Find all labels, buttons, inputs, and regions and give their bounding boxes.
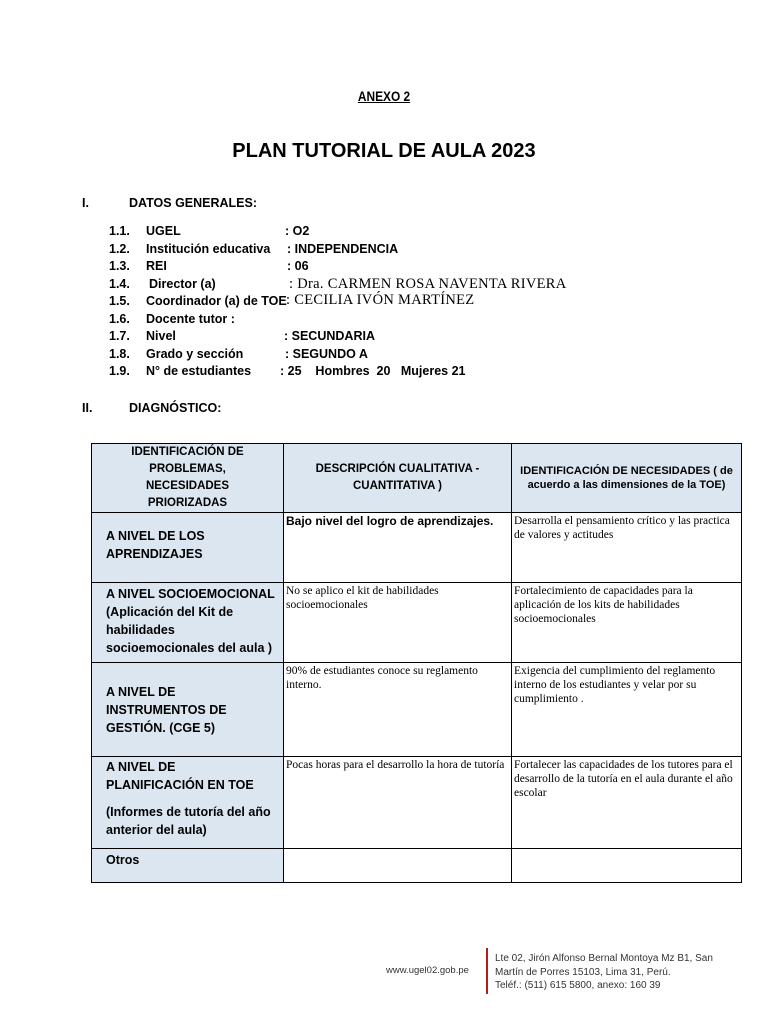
row-area: A NIVEL DE PLANIFICACIÓN EN TOE — [106, 760, 254, 792]
item-number: 1.8. — [109, 346, 130, 361]
row-description: Bajo nivel del logro de aprendizajes. — [284, 513, 512, 583]
item-number: 1.5. — [109, 294, 130, 308]
address-line: Martín de Porres 15103, Lima 31, Perú. — [495, 966, 671, 978]
row-needs: Fortalecer las capacidades de los tutores para el desarrollo de la tutoría en el aula durante el año escolar — [512, 757, 742, 849]
header-problems: IDENTIFICACIÓN DE PROBLEMAS, NECESIDADES PRIORIZADAS — [92, 444, 284, 513]
item-number: 1.6. — [109, 311, 130, 326]
item-number: 1.3. — [109, 259, 130, 273]
row-area-note: (Aplicación del Kit de habilidades socioemocionales del aula ) — [106, 605, 273, 655]
section-title: DATOS GENERALES: — [129, 196, 258, 210]
row-needs: Exigencia del cumplimiento del reglamento interno de los estudiantes y velar por su cumplimiento . — [512, 663, 742, 757]
item-label: Nivel — [146, 329, 176, 343]
footer-address — [495, 952, 713, 993]
item-value: : Dra. CARMEN ROSA NAVENTA RIVERA — [289, 275, 567, 292]
row-area: A NIVEL DE LOS APRENDIZAJES — [106, 529, 205, 561]
row-area-cell — [92, 849, 284, 883]
item-value: : INDEPENDENCIA — [287, 241, 399, 256]
section-title: DIAGNÓSTICO: — [129, 401, 222, 415]
item-label: Director (a) — [149, 276, 216, 291]
row-area-cell — [92, 583, 284, 663]
general-item-level — [109, 329, 669, 347]
table-row — [92, 757, 742, 849]
row-description: Pocas horas para el desarrollo la hora de tutoría — [284, 757, 512, 849]
address-line: Teléf.: (511) 615 5800, anexo: 160 39 — [495, 980, 661, 991]
row-area-cell — [92, 663, 284, 757]
header-needs: IDENTIFICACIÓN DE NECESIDADES ( de acuerdo a las dimensiones de la TOE) — [512, 444, 742, 513]
row-needs — [512, 849, 742, 883]
section-number: II. — [82, 401, 93, 415]
row-area: Otros — [106, 853, 140, 867]
item-label: Coordinador (a) de TOE — [146, 294, 287, 308]
row-description: 90% de estudiantes conoce su reglamento interno. — [284, 663, 512, 757]
annex-label: ANEXO 2 — [357, 88, 411, 104]
footer-website: www.ugel02.gob.pe — [386, 965, 469, 976]
item-label: UGEL — [146, 224, 181, 238]
table-row — [92, 583, 742, 663]
general-item-grade — [109, 347, 669, 365]
general-item-institution — [109, 242, 669, 260]
row-description — [284, 849, 512, 883]
row-area-note: (Informes de tutoría del año anterior del aula) — [106, 805, 271, 837]
table-header-row — [92, 444, 742, 513]
section-diagnosis-heading — [82, 401, 221, 415]
general-data-list — [109, 224, 669, 382]
section-number: I. — [82, 196, 89, 210]
table-row — [92, 663, 742, 757]
item-label: REI — [146, 259, 167, 273]
general-item-ugel — [109, 224, 669, 242]
item-value: : SECUNDARIA — [284, 329, 375, 343]
item-number: 1.9. — [109, 364, 130, 378]
item-label: N° de estudiantes — [146, 364, 252, 378]
row-needs: Fortalecimiento de capacidades para la aplicación de los kits de habilidades socioemocionales — [512, 583, 742, 663]
general-item-rei — [109, 259, 669, 277]
item-label: Docente tutor : — [146, 311, 235, 326]
header-description: DESCRIPCIÓN CUALITATIVA - CUANTITATIVA ) — [284, 444, 512, 513]
item-number: 1.4. — [109, 276, 130, 291]
row-area-cell — [92, 513, 284, 583]
item-value: : 06 — [287, 259, 309, 273]
general-item-coordinator — [109, 294, 669, 312]
item-value: : SEGUNDO A — [285, 346, 368, 361]
section-general-heading — [82, 196, 257, 210]
address-line: Lte 02, Jirón Alfonso Bernal Montoya Mz B1, San — [495, 953, 713, 964]
item-value: : CECILIA IVÓN MARTÍNEZ — [286, 292, 475, 308]
item-value: : O2 — [285, 224, 310, 238]
row-area: A NIVEL DE INSTRUMENTOS DE GESTIÓN. (CGE 5) — [106, 684, 227, 735]
table-row — [92, 513, 742, 583]
item-value: : 25 Hombres 20 Mujeres 21 — [280, 364, 466, 378]
table-row — [92, 849, 742, 883]
row-description: No se aplico el kit de habilidades socioemocionales — [284, 583, 512, 663]
row-needs: Desarrolla el pensamiento crítico y las practica de valores y actitudes — [512, 513, 742, 583]
diagnosis-table — [91, 443, 742, 883]
item-label: Institución educativa — [146, 241, 271, 256]
item-number: 1.2. — [109, 241, 130, 256]
page-title: PLAN TUTORIAL DE AULA 2023 — [232, 140, 536, 162]
row-area: A NIVEL SOCIOEMOCIONAL — [106, 587, 275, 601]
general-item-tutor — [109, 312, 669, 330]
item-number: 1.1. — [109, 224, 130, 238]
footer-divider — [486, 948, 488, 994]
general-item-students — [109, 364, 669, 382]
item-number: 1.7. — [109, 329, 130, 343]
row-area-cell — [92, 757, 284, 849]
item-label: Grado y sección — [146, 346, 244, 361]
